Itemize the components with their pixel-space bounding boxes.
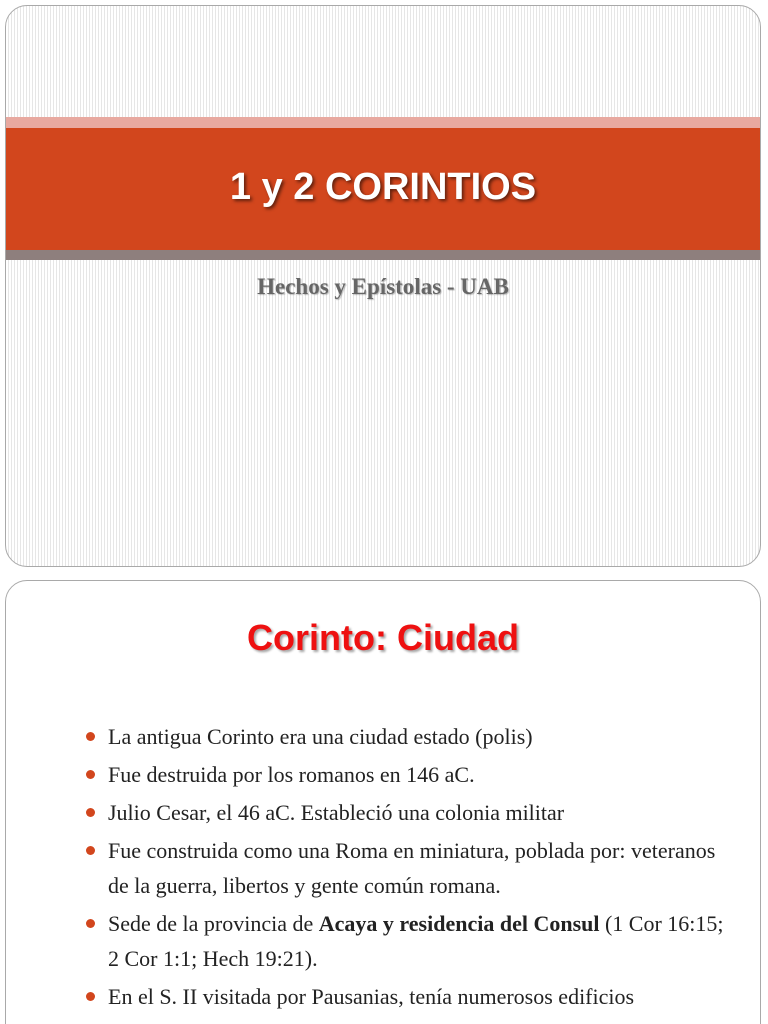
bullet-text: Fue construida como una Roma en miniatura, poblada por: veteranos de la guerra, libertos y gente común romana. bbox=[108, 838, 716, 898]
bullet-item bbox=[86, 979, 736, 1014]
title-slide bbox=[5, 5, 761, 567]
content-slide-title: Corinto: Ciudad bbox=[247, 617, 519, 658]
bullet-dot-icon bbox=[86, 732, 95, 741]
title-band-bottom-stripe bbox=[6, 250, 760, 260]
slide-title: 1 y 2 CORINTIOS bbox=[229, 165, 537, 208]
title-band-top-stripe bbox=[6, 117, 760, 128]
bullet-item bbox=[86, 833, 736, 903]
bullet-list bbox=[86, 719, 736, 1017]
bullet-item bbox=[86, 719, 736, 754]
bullet-text: Fue destruida por los romanos en 146 aC. bbox=[108, 762, 475, 787]
bullet-text-post: (1 Cor 16:15; 2 Cor 1:1; Hech 19:21). bbox=[108, 911, 724, 971]
bullet-item bbox=[86, 757, 736, 792]
content-slide bbox=[5, 580, 761, 1024]
bullet-text-pre: Sede de la provincia de bbox=[108, 911, 319, 936]
bullet-item bbox=[86, 906, 736, 976]
slide-subtitle: Hechos y Epístolas - UAB bbox=[257, 274, 509, 299]
bullet-dot-icon bbox=[86, 919, 95, 928]
bullet-item bbox=[86, 795, 736, 830]
bullet-text: En el S. II visitada por Pausanias, tenía numerosos edificios bbox=[108, 984, 635, 1009]
bullet-text: Julio Cesar, el 46 aC. Estableció una colonia militar bbox=[108, 800, 565, 825]
bullet-dot-icon bbox=[86, 992, 95, 1001]
bullet-text-bold: Acaya y residencia del Consul bbox=[318, 911, 600, 936]
bullet-dot-icon bbox=[86, 846, 95, 855]
bullet-dot-icon bbox=[86, 770, 95, 779]
bullet-text: La antigua Corinto era una ciudad estado (polis) bbox=[108, 724, 533, 749]
bullet-dot-icon bbox=[86, 808, 95, 817]
